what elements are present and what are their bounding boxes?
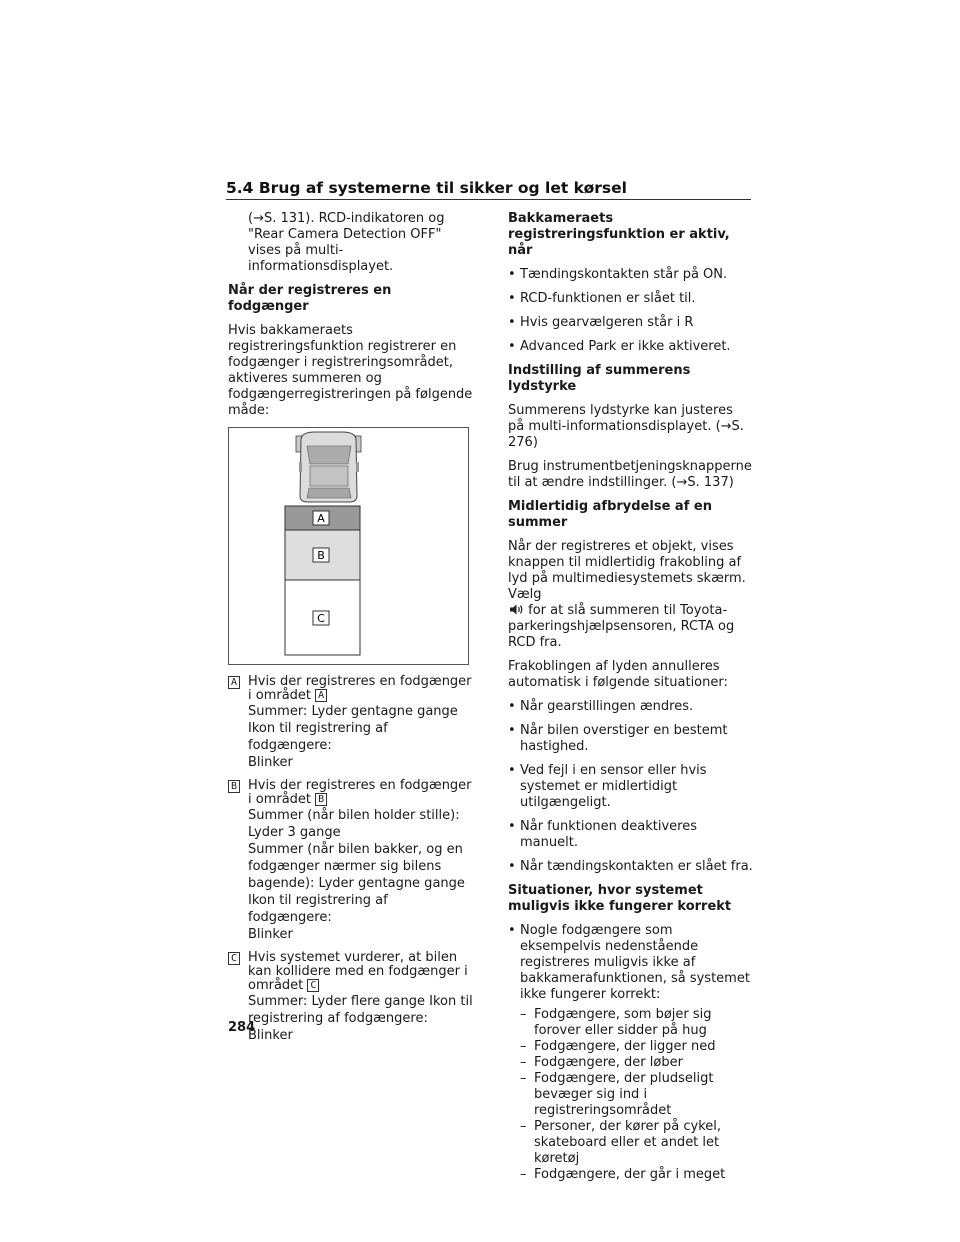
zone-a-line: Blinker <box>248 755 293 770</box>
list-item: • Når gearstillingen ændres. <box>508 699 694 714</box>
detection-area-diagram <box>229 428 468 664</box>
cancel-conditions-list <box>508 699 753 875</box>
list-item: • Når tændingskontakten er slået fra. <box>508 859 753 874</box>
list-item: – Fodgængere, der går i meget <box>520 1167 726 1182</box>
zone-a-description <box>228 675 473 771</box>
detection-area-figure <box>228 427 469 665</box>
zone-b-line: bagende): Lyder gentagne gange <box>248 876 465 891</box>
zone-a-condition: Hvis der registreres en fodgænger i området A <box>248 674 472 703</box>
list-item: • RCD-funktionen er slået til. <box>508 291 696 306</box>
zone-b-condition: Hvis der registreres en fodgænger i området B <box>248 778 472 807</box>
zone-b-line: fodgænger nærmer sig bilens <box>248 859 442 874</box>
list-item: – Fodgængere, der løber <box>520 1055 683 1070</box>
zone-a-badge: A <box>228 676 240 689</box>
car-top-view <box>296 432 361 502</box>
zone-b-line: Ikon til registrering af fodgængere: <box>248 893 388 925</box>
pedestrian-paragraph: Hvis bakkameraets registreringsfunktion registrerer en fodgænger i registreringsområdet, aktiveres summeren og fodgængerregistreringen på følgende måde: <box>228 323 473 418</box>
zone-c-label: C <box>317 612 325 625</box>
zone-c-description <box>228 951 473 1044</box>
zone-c-line: registrering af fodgængere: Blinker <box>248 1011 428 1043</box>
zone-c-line: Summer: Lyder flere gange Ikon til <box>248 994 473 1009</box>
intro-text: (→S. 131). RCD-indikatoren og "Rear Camera Detection OFF" vises på multi-informationsdisplayet. <box>248 211 445 274</box>
right-column <box>508 211 753 1191</box>
zone-a-line: Ikon til registrering af fodgængere: <box>248 721 388 753</box>
active-conditions-heading: Bakkameraets registreringsfunktion er aktiv, når <box>508 211 730 258</box>
list-item: • Advanced Park er ikke aktiveret. <box>508 339 731 354</box>
active-conditions-list <box>508 267 753 355</box>
zone-b-line: Blinker <box>248 927 293 942</box>
list-item: • Hvis gearvælgeren står i R <box>508 315 694 330</box>
speaker-icon <box>508 603 524 616</box>
list-item: • Ved fejl i en sensor eller hvis systemet er midlertidigt utilgængeligt. <box>508 763 707 810</box>
zone-b-badge: B <box>228 780 240 793</box>
list-item: – Personer, der kører på cykel, skateboard eller et andet let køretøj <box>520 1119 722 1166</box>
zone-b-inline-badge: B <box>315 793 327 806</box>
zone-a-line: Summer: Lyder gentagne gange <box>248 704 458 719</box>
list-item: • Nogle fodgængere som eksempelvis nedenstående registreres muligvis ikke af bakkamerafunktionen, så systemet ikke fungerer korrekt: – Fodgængere, som bøjer sig forover eller sidder på hug – Fodgængere, der ligger ned – Fodgængere, der løber – Fodgængere, der pludseligt bevæger sig ind i registreringsområdet – Personer, der kører på cykel, skateboard eller et andet let køretøj – Fodgængere, der går i meget <box>508 923 753 1183</box>
mute-paragraph: Når der registreres et objekt, vises knappen til midlertidig frakobling af lyd på multimediesystemets skærm. Vælg for at slå summeren til Toyota-parkeringshjælpsensoren, RCTA og RCD fra. <box>508 539 746 650</box>
zone-a-inline-badge: A <box>315 689 327 702</box>
zone-c-inline-badge: C <box>307 979 319 992</box>
zone-b-line: Summer (når bilen holder stille): <box>248 808 460 823</box>
zone-b-line: Summer (når bilen bakker, og en <box>248 842 463 857</box>
list-item: – Fodgængere, der ligger ned <box>520 1039 716 1054</box>
volume-heading: Indstilling af summerens lydstyrke <box>508 363 691 394</box>
limitations-heading: Situationer, hvor systemet muligvis ikke fungerer korrekt <box>508 883 732 914</box>
zone-a-label: A <box>317 512 325 525</box>
pedestrian-heading: Når der registreres en fodgænger <box>228 283 392 314</box>
list-item: – Fodgængere, som bøjer sig forover eller sidder på hug <box>520 1007 712 1038</box>
left-column <box>228 211 473 1052</box>
zone-b-line: Lyder 3 gange <box>248 825 341 840</box>
mute-heading: Midlertidig afbrydelse af en summer <box>508 499 712 530</box>
cancel-paragraph: Frakoblingen af lyden annulleres automatisk i følgende situationer: <box>508 659 728 690</box>
zone-c-condition: Hvis systemet vurderer, at bilen kan kollidere med en fodgænger i området C <box>248 950 468 993</box>
zone-b-label: B <box>317 549 325 562</box>
list-item: – Fodgængere, der pludseligt bevæger sig ind i registreringsområdet <box>520 1071 714 1118</box>
list-item: • Tændingskontakten står på ON. <box>508 267 728 282</box>
list-item: • Når funktionen deaktiveres manuelt. <box>508 819 697 850</box>
section-title: 5.4 Brug af systemerne til sikker og let kørsel <box>226 179 627 197</box>
limitations-list <box>508 923 753 1183</box>
volume-paragraph: Summerens lydstyrke kan justeres på multi-informationsdisplayet. (→S. 276) <box>508 403 744 450</box>
zone-b-description <box>228 779 473 943</box>
page-number: 284 <box>228 1020 256 1035</box>
pedestrian-types-list <box>520 1007 753 1183</box>
settings-paragraph: Brug instrumentbetjeningsknapperne til at ændre indstillinger. (→S. 137) <box>508 459 752 490</box>
zone-c-badge: C <box>228 952 240 965</box>
list-item: • Når bilen overstiger en bestemt hastighed. <box>508 723 728 754</box>
section-rule <box>226 199 751 200</box>
